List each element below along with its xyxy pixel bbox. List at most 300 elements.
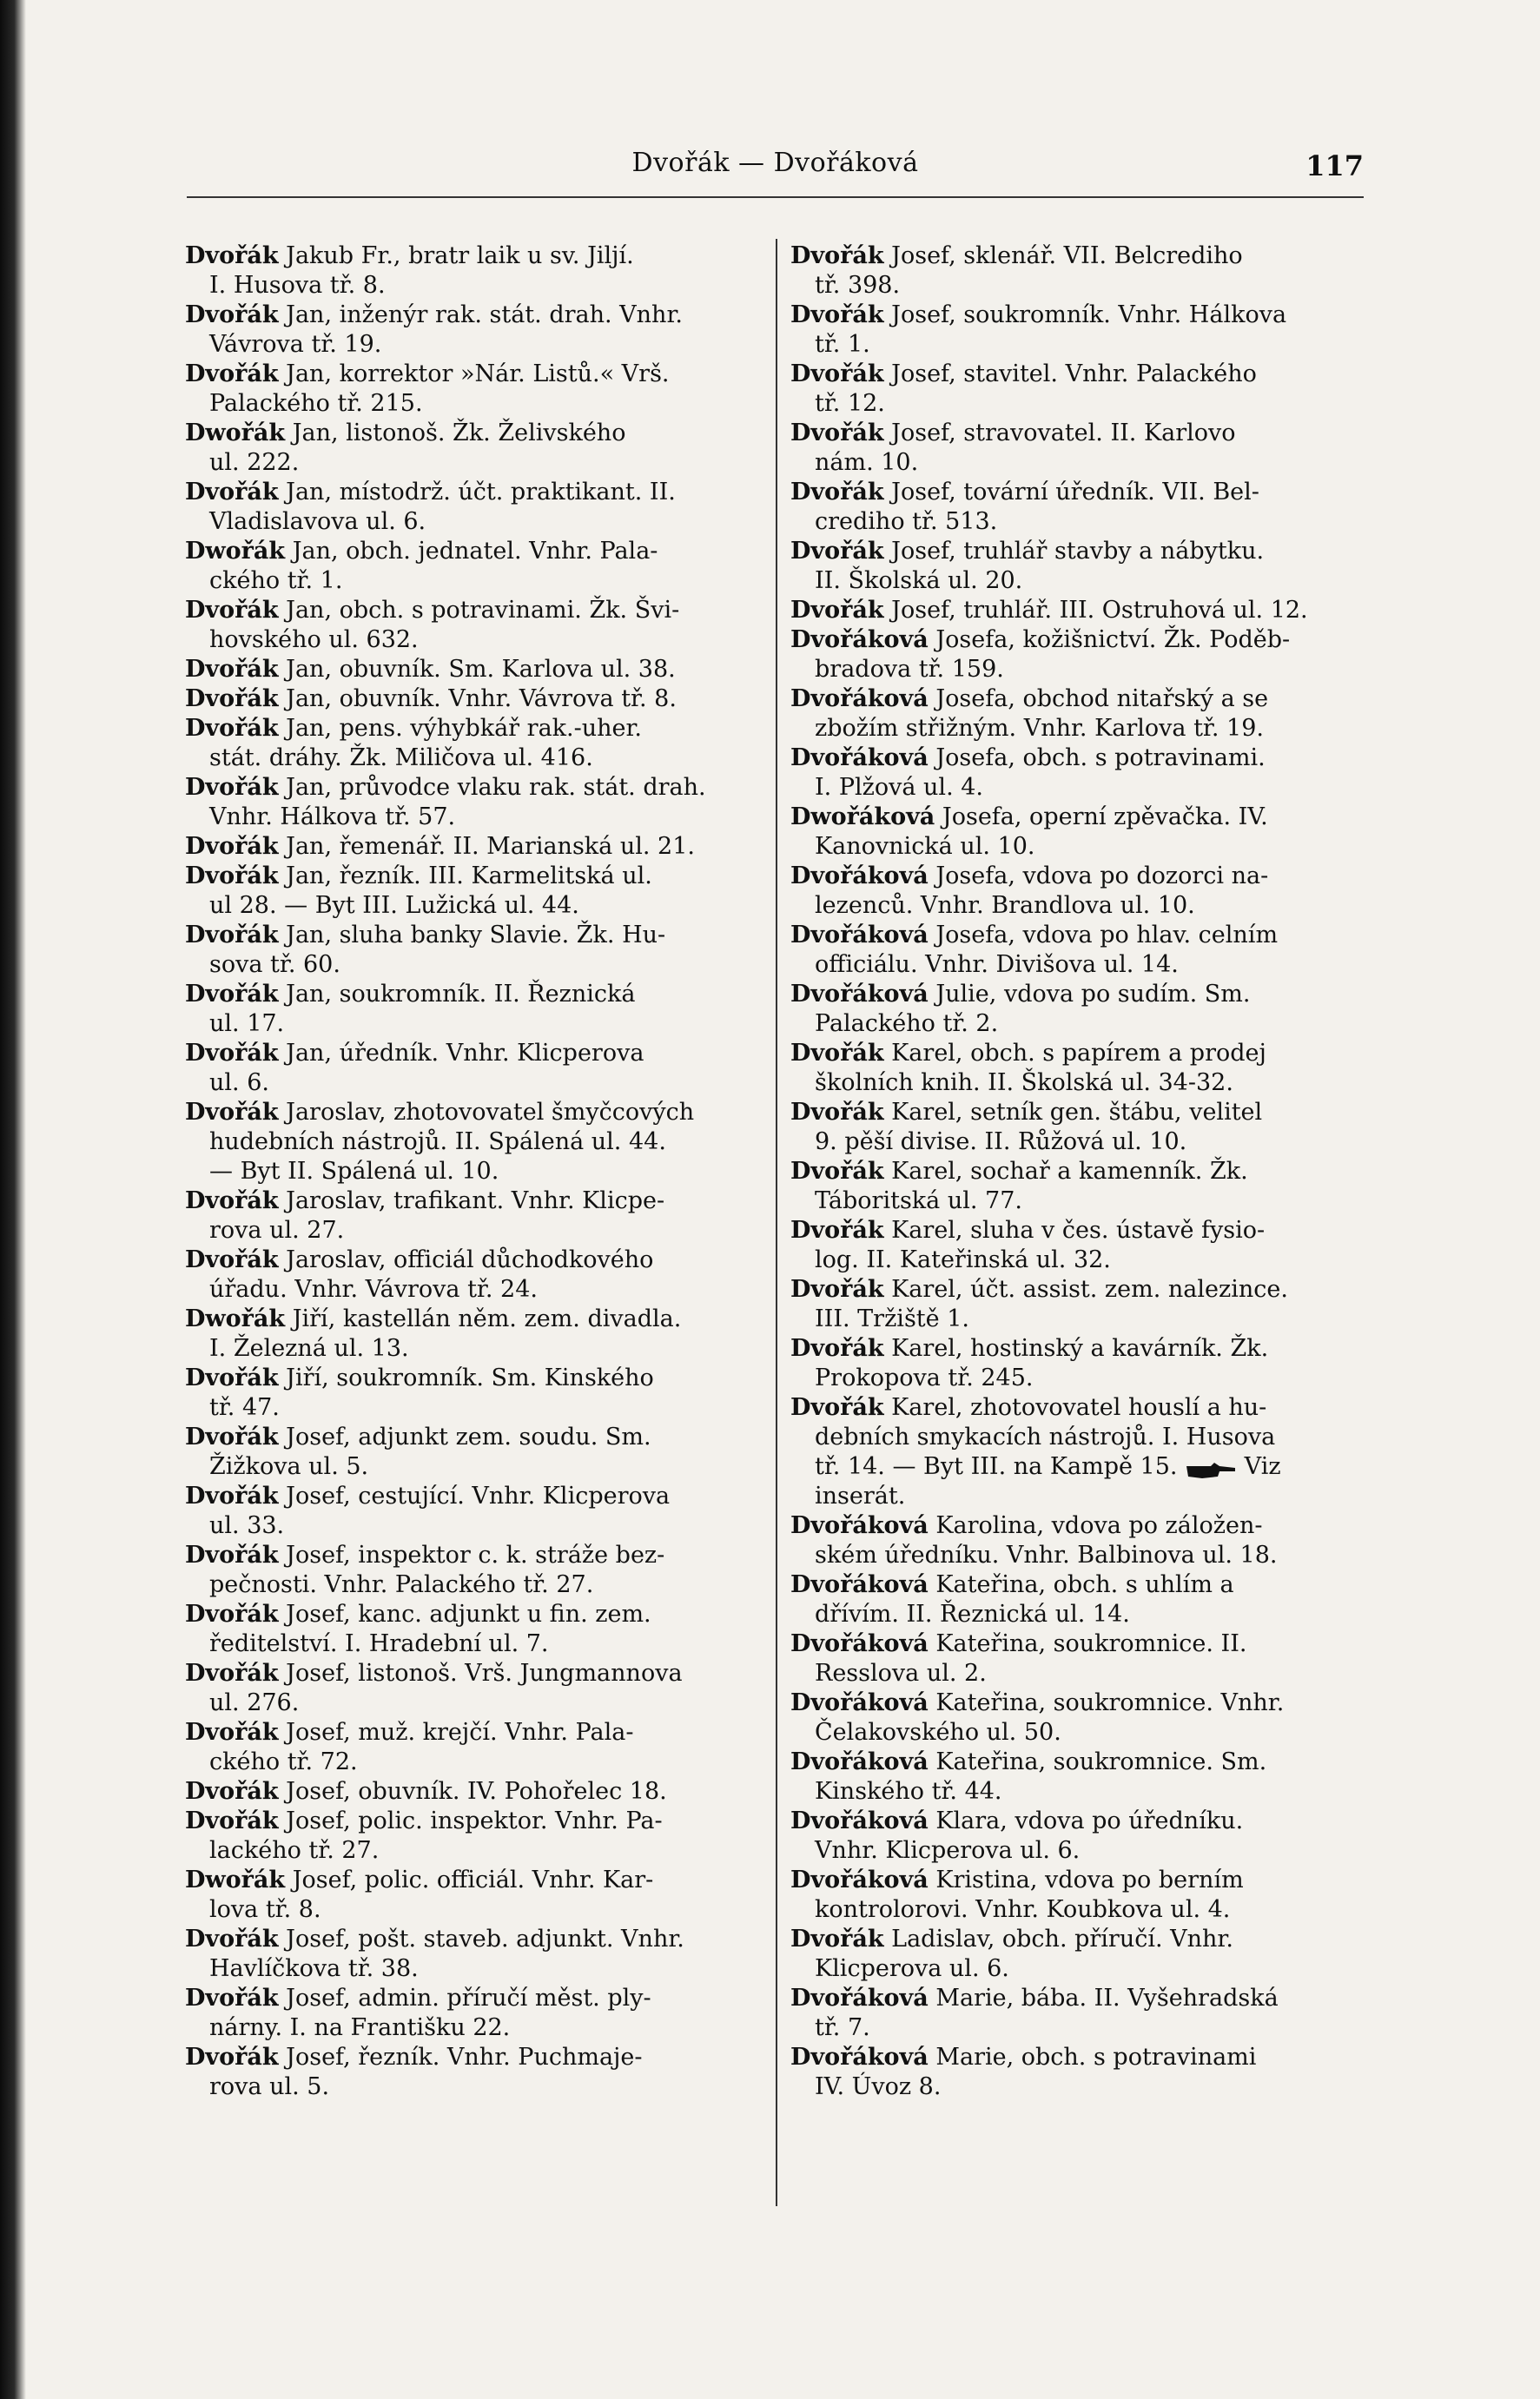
entry-surname: Dvořáková: [790, 1808, 929, 1834]
entry-text: Kristina, vdova po berním: [935, 1867, 1244, 1893]
entry-text: ul. 33.: [209, 1512, 285, 1539]
entry-text: tř. 1.: [815, 331, 870, 358]
entry-line: [790, 2013, 1357, 2043]
right-column: [790, 241, 1357, 2102]
entry-text: Josef, stravovatel. II. Karlovo: [891, 420, 1236, 446]
entry-text: Josef, cestující. Vnhr. Klicperova: [286, 1483, 671, 1510]
directory-entry: [185, 360, 751, 419]
entry-surname: Dvořák: [790, 301, 884, 328]
entry-line: [790, 1511, 1357, 1541]
entry-text: Palackého tř. 2.: [815, 1010, 999, 1037]
entry-line: [790, 1629, 1357, 1659]
entry-text: II. Školská ul. 20.: [815, 567, 1023, 594]
entry-text: Jan, listonoš. Žk. Želivského: [292, 420, 626, 446]
entry-text: tř. 7.: [815, 2014, 870, 2041]
entry-text: Josefa, obch. s potravinami.: [935, 744, 1266, 771]
entry-surname: Dwořák: [185, 1305, 286, 1332]
entry-surname: Dvořák: [185, 2044, 279, 2071]
entry-text: I. Plžová ul. 4.: [815, 774, 983, 801]
directory-entry: [790, 1157, 1357, 1216]
entry-text: Kateřina, obch. s uhlím a: [935, 1571, 1234, 1598]
entry-line: [790, 1334, 1357, 1364]
entry-text: officiálu. Vnhr. Divišova ul. 14.: [815, 951, 1179, 978]
entry-surname: Dvořáková: [790, 1512, 929, 1539]
entry-surname: Dvořák: [790, 1217, 884, 1244]
entry-line: [790, 1748, 1357, 1777]
entry-surname: Dvořáková: [790, 744, 929, 771]
entry-text: nám. 10.: [815, 449, 919, 476]
directory-entry: [185, 2043, 751, 2102]
directory-entry: [185, 1718, 751, 1777]
entry-text: pečnosti. Vnhr. Palackého tř. 27.: [209, 1571, 594, 1598]
entry-text: Josefa, kožišnictví. Žk. Poděb-: [935, 626, 1291, 653]
header-rule: [187, 196, 1364, 198]
entry-text: Vladislavova ul. 6.: [209, 508, 426, 535]
entry-surname: Dvořáková: [790, 626, 929, 653]
entry-line: [185, 271, 751, 301]
entry-line: [185, 1305, 751, 1334]
entry-text: log. II. Kateřinská ul. 32.: [815, 1246, 1111, 1273]
directory-entry: [790, 419, 1357, 478]
entry-text: úřadu. Vnhr. Vávrova tř. 24.: [209, 1276, 538, 1303]
entry-text: Josefa, vdova po dozorci na-: [935, 862, 1269, 889]
directory-entry: [790, 1275, 1357, 1334]
entry-line: [185, 1570, 751, 1600]
entry-text: debních smykacích nástrojů. I. Husova: [815, 1424, 1276, 1451]
entry-surname: Dvořák: [185, 1483, 279, 1510]
directory-entry: [185, 1984, 751, 2043]
entry-text: Jan, řemenář. II. Marianská ul. 21.: [286, 833, 695, 860]
entry-line: [185, 1718, 751, 1748]
entry-text: Josef, řezník. Vnhr. Puchmaje-: [286, 2044, 643, 2071]
directory-entry: [790, 1689, 1357, 1748]
entry-text: Prokopova tř. 245.: [815, 1365, 1034, 1391]
entry-text: Vnhr. Hálkova tř. 57.: [209, 803, 456, 830]
entry-line: [185, 448, 751, 478]
directory-entry: [185, 1039, 751, 1098]
entry-text: Josef, sklenář. VII. Belcrediho: [891, 242, 1243, 269]
directory-entry: [790, 684, 1357, 743]
entry-surname: Dvořák: [185, 862, 279, 889]
entry-line: [185, 1600, 751, 1629]
entry-surname: Dvořák: [790, 479, 884, 506]
entry-text: 9. pěší divise. II. Růžová ul. 10.: [815, 1128, 1187, 1155]
entry-text: Josef, inspektor c. k. stráže bez-: [286, 1542, 665, 1569]
entry-surname: Dvořák: [185, 922, 279, 948]
entry-line: [790, 1039, 1357, 1068]
entry-text: Karel, sochař a kamenník. Žk.: [891, 1158, 1248, 1185]
entry-text: kontrolorovi. Vnhr. Koubkova ul. 4.: [815, 1896, 1231, 1923]
entry-line: [185, 1068, 751, 1098]
page-header: [187, 148, 1364, 191]
entry-line: [790, 596, 1357, 625]
entry-line: [790, 1570, 1357, 1600]
directory-entry: [185, 1925, 751, 1984]
entry-line: [185, 1186, 751, 1216]
entry-text: hovského ul. 632.: [209, 626, 419, 653]
entry-text: zbožím střižným. Vnhr. Karlova tř. 19.: [815, 715, 1264, 742]
entry-surname: Dvořák: [185, 242, 279, 269]
entry-line: [790, 1954, 1357, 1984]
entry-line: [185, 980, 751, 1009]
entry-text: Josef, truhlář. III. Ostruhová ul. 12.: [891, 597, 1308, 624]
entry-surname: Dvořáková: [790, 1748, 929, 1775]
directory-entry: [185, 1098, 751, 1186]
entry-text: ul. 6.: [209, 1069, 269, 1096]
entry-text: Jan, obch. s potravinami. Žk. Švi-: [286, 597, 680, 624]
entry-text: Kateřina, soukromnice. Vnhr.: [935, 1689, 1285, 1716]
entry-line: [185, 862, 751, 891]
entry-text: Kateřina, soukromnice. Sm.: [935, 1748, 1267, 1775]
entry-surname: Dvořák: [185, 774, 279, 801]
entry-text: Josef, tovární úředník. VII. Bel-: [891, 479, 1259, 506]
entry-surname: Dvořáková: [790, 862, 929, 889]
entry-surname: Dvořák: [185, 1424, 279, 1451]
entry-text: Čelakovského ul. 50.: [815, 1719, 1061, 1746]
entry-surname: Dvořák: [185, 1187, 279, 1214]
entry-line: [790, 891, 1357, 921]
entry-text: Josef, pošt. staveb. adjunkt. Vnhr.: [286, 1926, 684, 1953]
entry-line: [185, 1659, 751, 1689]
entry-text: ském úředníku. Vnhr. Balbinova ul. 18.: [815, 1542, 1278, 1569]
entry-text: Karel, setník gen. štábu, velitel: [891, 1099, 1263, 1126]
entry-line: [790, 478, 1357, 507]
directory-entry: [185, 980, 751, 1039]
entry-text: Vnhr. Klicperova ul. 6.: [815, 1837, 1081, 1864]
entry-surname: Dvořák: [185, 1808, 279, 1834]
entry-text: Jan, sluha banky Slavie. Žk. Hu-: [286, 922, 666, 948]
entry-surname: Dvořák: [790, 1040, 884, 1067]
entry-line: [790, 1541, 1357, 1570]
entry-text: Josef, admin. příručí měst. ply-: [286, 1985, 651, 2012]
pointing-hand-icon: [1185, 1458, 1237, 1477]
entry-text: Josef, adjunkt zem. soudu. Sm.: [286, 1424, 651, 1451]
entry-line: [790, 1127, 1357, 1157]
entry-surname: Dwořák: [185, 420, 286, 446]
entry-text: dřívím. II. Řeznická ul. 14.: [815, 1601, 1130, 1628]
entry-text: Jan, inženýr rak. stát. drah. Vnhr.: [286, 301, 683, 328]
entry-text: Jan, úředník. Vnhr. Klicperova: [286, 1040, 644, 1067]
entry-text: Ladislav, obch. příručí. Vnhr.: [891, 1926, 1233, 1953]
directory-entry: [185, 773, 751, 832]
entry-text: Josef, polic. officiál. Vnhr. Kar-: [292, 1867, 654, 1893]
entry-line: [185, 1866, 751, 1895]
entry-line: [185, 1423, 751, 1452]
entry-line: [185, 1216, 751, 1246]
entry-line: [790, 1836, 1357, 1866]
directory-entry: [790, 1807, 1357, 1866]
entry-line: [790, 1009, 1357, 1039]
entry-surname: Dvořák: [185, 1926, 279, 1953]
directory-entry: [790, 1039, 1357, 1098]
entry-surname: Dwořák: [185, 1867, 286, 1893]
directory-entry: [185, 1364, 751, 1423]
entry-line: [790, 1659, 1357, 1689]
entry-text: nárny. I. na Františku 22.: [209, 2014, 511, 2041]
directory-entry: [185, 537, 751, 596]
entry-text: — Byt II. Spálená ul. 10.: [209, 1158, 499, 1185]
entry-text: Jaroslav, trafikant. Vnhr. Klicpe-: [286, 1187, 665, 1214]
directory-entry: [185, 1807, 751, 1866]
entry-text: rova ul. 27.: [209, 1217, 345, 1244]
entry-line: [790, 1157, 1357, 1186]
entry-surname: Dvořák: [185, 685, 279, 712]
entry-text: Jan, obuvník. Sm. Karlova ul. 38.: [286, 656, 676, 683]
directory-entry: [790, 1216, 1357, 1275]
entry-line: [790, 1423, 1357, 1452]
entry-text: Josef, soukromník. Vnhr. Hálkova: [891, 301, 1287, 328]
directory-entry: [185, 1777, 751, 1807]
entry-line: [790, 1689, 1357, 1718]
directory-entry: [185, 1659, 751, 1718]
entry-line: [790, 2072, 1357, 2102]
entry-surname: Dvořák: [185, 1660, 279, 1687]
entry-line: [790, 389, 1357, 419]
entry-line: [185, 1098, 751, 1127]
entry-text: Jan, průvodce vlaku rak. stát. drah.: [286, 774, 706, 801]
entry-surname: Dvořák: [790, 360, 884, 387]
entry-surname: Dvořáková: [790, 1867, 929, 1893]
entry-text: ckého tř. 72.: [209, 1748, 358, 1775]
directory-entry: [790, 625, 1357, 684]
entry-text: Josefa, operní zpěvačka. IV.: [942, 803, 1268, 830]
entry-text: Klicperova ul. 6.: [815, 1955, 1009, 1982]
entry-line: [185, 803, 751, 832]
entry-line: [790, 1452, 1357, 1482]
entry-line: [185, 684, 751, 714]
entry-line: [185, 566, 751, 596]
entry-line: [185, 891, 751, 921]
directory-entry: [185, 655, 751, 684]
entry-line: [185, 1748, 751, 1777]
entry-line: [790, 714, 1357, 743]
entry-line: [790, 743, 1357, 773]
directory-entry: [790, 1570, 1357, 1629]
entry-line: [790, 1895, 1357, 1925]
entry-line: [185, 1009, 751, 1039]
entry-line: [790, 655, 1357, 684]
directory-entry: [790, 1984, 1357, 2043]
entry-line: [185, 1689, 751, 1718]
entry-surname: Dvořák: [185, 1985, 279, 2012]
directory-entry: [185, 1186, 751, 1246]
entry-text: III. Tržiště 1.: [815, 1305, 969, 1332]
directory-entry: [790, 1748, 1357, 1807]
entry-surname: Dvořák: [790, 1335, 884, 1362]
entry-line: [790, 773, 1357, 803]
entry-line: [185, 1511, 751, 1541]
entry-text: Jan, řezník. III. Karmelitská ul.: [286, 862, 652, 889]
entry-line: [185, 1039, 751, 1068]
entry-line: [790, 1068, 1357, 1098]
entry-line: [790, 271, 1357, 301]
entry-text: Jaroslav, zhotovovatel šmyčcových: [286, 1099, 695, 1126]
entry-text: sova tř. 60.: [209, 951, 340, 978]
entry-surname: Dvořák: [185, 656, 279, 683]
directory-entry: [790, 537, 1357, 596]
entry-line: [790, 1246, 1357, 1275]
entry-line: [790, 832, 1357, 862]
entry-line: [185, 655, 751, 684]
directory-entry: [185, 684, 751, 714]
entry-surname: Dvořáková: [790, 2044, 929, 2071]
entry-line: [790, 1275, 1357, 1305]
entry-line: [185, 832, 751, 862]
entry-text: Josef, polic. inspektor. Vnhr. Pa-: [286, 1808, 663, 1834]
directory-entry: [185, 1305, 751, 1364]
entry-line: [790, 684, 1357, 714]
entry-surname: Dvořák: [185, 833, 279, 860]
entry-text: Josefa, obchod nitařský a se: [935, 685, 1269, 712]
entry-text: Josef, muž. krejčí. Vnhr. Pala-: [286, 1719, 634, 1746]
entry-text: ul. 276.: [209, 1689, 300, 1716]
entry-text: I. Železná ul. 13.: [209, 1335, 409, 1362]
entry-surname: Dvořák: [790, 1394, 884, 1421]
directory-entry: [790, 980, 1357, 1039]
directory-entry: [790, 360, 1357, 419]
entry-text: lova tř. 8.: [209, 1896, 321, 1923]
directory-entry: [790, 1511, 1357, 1570]
directory-entry: [185, 419, 751, 478]
directory-entry: [185, 862, 751, 921]
entry-text: Julie, vdova po sudím. Sm.: [935, 981, 1251, 1008]
entry-line: [790, 419, 1357, 448]
entry-line: [185, 921, 751, 950]
entry-line: [185, 1334, 751, 1364]
entry-text: Josefa, vdova po hlav. celním: [935, 922, 1279, 948]
entry-surname: Dvořák: [185, 715, 279, 742]
directory-entry: [790, 478, 1357, 537]
directory-entry: [185, 1423, 751, 1482]
entry-text: Josef, kanc. adjunkt u fin. zem.: [286, 1601, 651, 1628]
entry-line: [790, 2043, 1357, 2072]
entry-text: lackého tř. 27.: [209, 1837, 380, 1864]
entry-line: [185, 330, 751, 360]
entry-text: Jiří, kastellán něm. zem. divadla.: [292, 1305, 682, 1332]
entry-line: [790, 950, 1357, 980]
entry-line: [790, 1216, 1357, 1246]
entry-line: [185, 241, 751, 271]
entry-surname: Dvořák: [185, 597, 279, 624]
entry-text: Jan, soukromník. II. Řeznická: [286, 981, 636, 1008]
directory-entry: [185, 241, 751, 301]
entry-line: [185, 773, 751, 803]
entry-text: Josef, obuvník. IV. Pohořelec 18.: [286, 1778, 667, 1805]
entry-text: Marie, bába. II. Vyšehradská: [935, 1985, 1279, 2012]
entry-text: ul. 222.: [209, 449, 300, 476]
entry-surname: Dvořáková: [790, 1985, 929, 2012]
entry-line: [790, 980, 1357, 1009]
directory-entry: [185, 1541, 751, 1600]
entry-text: Jiří, soukromník. Sm. Kinského: [286, 1365, 654, 1391]
entry-text: Palackého tř. 215.: [209, 390, 423, 417]
entry-line: [790, 921, 1357, 950]
entry-surname: Dvořák: [790, 1158, 884, 1185]
entry-surname: Dvořák: [185, 1099, 279, 1126]
entry-surname: Dwořák: [185, 538, 286, 565]
entry-surname: Dvořáková: [790, 981, 929, 1008]
entry-text: Vávrova tř. 19.: [209, 331, 382, 358]
entry-line: [790, 507, 1357, 537]
entry-surname: Dvořák: [185, 301, 279, 328]
entry-text: Táboritská ul. 77.: [815, 1187, 1022, 1214]
entry-surname: Dvořák: [185, 1542, 279, 1569]
entry-line: [790, 537, 1357, 566]
entry-line: [790, 1777, 1357, 1807]
entry-surname: Dvořák: [185, 1246, 279, 1273]
entry-line: [185, 360, 751, 389]
entry-line: [185, 389, 751, 419]
entry-text: Jan, obch. jednatel. Vnhr. Pala-: [292, 538, 658, 565]
column-divider: [776, 239, 777, 2206]
entry-text: tř. 47.: [209, 1394, 280, 1421]
entry-text: Havlíčkova tř. 38.: [209, 1955, 419, 1982]
directory-entry: [185, 832, 751, 862]
entry-line: [185, 2013, 751, 2043]
see-reference: Viz: [1244, 1453, 1281, 1480]
directory-entry: [185, 1482, 751, 1541]
entry-line: [185, 1807, 751, 1836]
entry-line: [790, 1807, 1357, 1836]
directory-entry: [790, 241, 1357, 301]
entry-line: [185, 625, 751, 655]
entry-line: [185, 1954, 751, 1984]
entry-text: Resslova ul. 2.: [815, 1660, 987, 1687]
entry-line: [790, 241, 1357, 271]
entry-surname: Dvořáková: [790, 922, 929, 948]
left-column: [185, 241, 751, 2102]
entry-text: Kinského tř. 44.: [815, 1778, 1002, 1805]
entry-text: tř. 14. — Byt III. na Kampě 15.: [815, 1453, 1178, 1480]
entry-text: tř. 12.: [815, 390, 885, 417]
entry-line: [790, 330, 1357, 360]
entry-text: Josef, listonoš. Vrš. Jungmannova: [286, 1660, 683, 1687]
directory-entry: [185, 301, 751, 360]
directory-entry: [790, 1393, 1357, 1511]
entry-text: Karel, účt. assist. zem. nalezince.: [891, 1276, 1288, 1303]
entry-line: [185, 1482, 751, 1511]
entry-text: Klara, vdova po úředníku.: [935, 1808, 1244, 1834]
entry-surname: Dwořáková: [790, 803, 935, 830]
entry-line: [185, 2072, 751, 2102]
entry-line: [790, 1600, 1357, 1629]
entry-line: [185, 419, 751, 448]
entry-surname: Dvořák: [790, 538, 884, 565]
entry-line: [185, 1275, 751, 1305]
entry-line: [185, 507, 751, 537]
entry-text: crediho tř. 513.: [815, 508, 998, 535]
directory-entry: [790, 596, 1357, 625]
running-head: Dvořák — Dvořáková: [631, 148, 919, 178]
entry-line: [790, 360, 1357, 389]
entry-line: [185, 743, 751, 773]
entry-text: Jan, korrektor »Nár. Listů.« Vrš.: [286, 360, 670, 387]
entry-text: Marie, obch. s potravinami: [935, 2044, 1257, 2071]
page-binding-shadow: [0, 0, 26, 2399]
entry-surname: Dvořák: [790, 597, 884, 624]
entry-surname: Dvořák: [790, 420, 884, 446]
entry-text: Karel, sluha v čes. ústavě fysio-: [891, 1217, 1266, 1244]
entry-surname: Dvořák: [185, 1040, 279, 1067]
entry-text: Kateřina, soukromnice. II.: [935, 1630, 1247, 1657]
entry-text: bradova tř. 159.: [815, 656, 1004, 683]
entry-text: I. Husova tř. 8.: [209, 272, 386, 299]
directory-entry: [790, 301, 1357, 360]
entry-line: [790, 301, 1357, 330]
entry-text: Jakub Fr., bratr laik u sv. Jiljí.: [286, 242, 634, 269]
entry-line: [185, 1984, 751, 2013]
entry-line: [790, 1718, 1357, 1748]
